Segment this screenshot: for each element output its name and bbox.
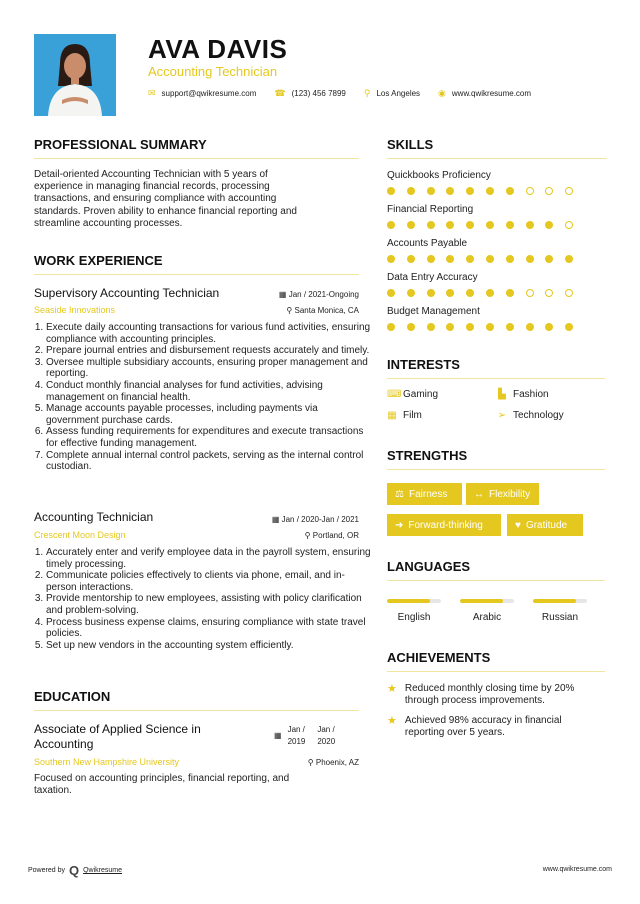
phone-icon: ☎ [274, 88, 286, 98]
work-heading: WORK EXPERIENCE [34, 253, 359, 275]
rating-dot-filled [466, 323, 474, 331]
rating-dot-filled [526, 323, 534, 331]
summary-text: Detail-oriented Accounting Technician with 5 years of experience in managing financial records, processing transactions, and ensuring compliance with accounting standards. Proven ability to enhance financial reporting and streamline accounting processes. [34, 169, 297, 229]
job-title-1: Supervisory Accounting Technician [34, 286, 220, 300]
globe-icon: ◉ [438, 88, 446, 98]
heart-icon: ♥ [515, 519, 521, 531]
rating-dot-filled [427, 187, 435, 195]
arrows-icon: ↔ [474, 488, 484, 500]
language-bar-arabic [460, 599, 514, 603]
list-item: 3. Oversee multiple subsidiary accounts, ensuring proper management and reporting. [46, 357, 372, 380]
rating-dot-empty [565, 221, 573, 229]
contact-email[interactable]: support@qwikresume.com [161, 89, 257, 98]
location-pin-icon: ⚲ [363, 88, 371, 98]
footer-brand-link[interactable]: Qwikresume [83, 867, 122, 874]
list-item: 2. Communicate policies effectively to clients via phone, email, and in-person interactions. [46, 570, 372, 593]
strengths-heading: STRENGTHS [387, 448, 605, 470]
profile-photo [34, 34, 116, 116]
calendar-icon: ▦ [274, 731, 282, 740]
scale-icon: ⚖ [395, 488, 404, 500]
languages-heading: LANGUAGES [387, 559, 605, 581]
rating-dot-filled [446, 323, 454, 331]
language-name-english: English [397, 612, 431, 623]
contact-row [148, 88, 531, 99]
rating-dot-filled [506, 187, 514, 195]
rating-dot-filled [506, 323, 514, 331]
strength-gratitude: ♥ Gratitude [507, 514, 583, 536]
footer-site-link[interactable]: www.qwikresume.com [542, 866, 612, 873]
interests-heading: INTERESTS [387, 357, 605, 379]
language-name-arabic: Arabic [472, 612, 502, 623]
candidate-title: Accounting Technician [148, 64, 278, 79]
rating-dot-filled [506, 255, 514, 263]
rating-dot-filled [466, 221, 474, 229]
list-item: 1. Execute daily accounting transactions for various fund activities, ensuring compliance with accounting principles. [46, 322, 372, 345]
skill-rating [387, 187, 573, 195]
rating-dot-filled [486, 255, 494, 263]
rating-dot-filled [387, 289, 395, 297]
strength-forward-thinking: ➜ Forward-thinking [387, 514, 501, 536]
language-level-fill [387, 599, 430, 603]
list-item: 2. Prepare journal entries and disbursement requests accurately and timely. [46, 345, 372, 357]
rating-dot-filled [446, 289, 454, 297]
rating-dot-filled [526, 255, 534, 263]
language-bar-english [387, 599, 441, 603]
rating-dot-filled [446, 255, 454, 263]
job-company-2: Crescent Moon Design [34, 530, 126, 540]
school-location: ⚲ Phoenix, AZ [307, 758, 359, 767]
rating-dot-filled [407, 221, 415, 229]
list-item: 5. Manage accounts payable processes, including payments via government purchase cards. [46, 403, 372, 426]
achievement-item: ★ Achieved 98% accuracy in financial reporting over 5 years. [387, 715, 562, 739]
rating-dot-filled [506, 221, 514, 229]
job-bullets-1 [34, 322, 372, 473]
gamepad-icon: ⌨ [387, 389, 402, 400]
education-heading: EDUCATION [34, 689, 359, 711]
skill-name: Budget Management [387, 306, 480, 317]
language-name-russian: Russian [541, 612, 579, 623]
job-bullets-2 [34, 547, 372, 651]
rating-dot-empty [565, 187, 573, 195]
rating-dot-filled [565, 255, 573, 263]
rating-dot-filled [387, 323, 395, 331]
summary-heading: PROFESSIONAL SUMMARY [34, 137, 359, 159]
rating-dot-filled [486, 221, 494, 229]
list-item: 6. Assess funding requirements for expenditures and execute transactions for effective funding management. [46, 426, 372, 449]
skill-rating [387, 289, 573, 297]
contact-phone[interactable]: (123) 456 7899 [291, 89, 346, 98]
job-location-1: ⚲ Santa Monica, CA [286, 306, 359, 315]
rating-dot-filled [427, 221, 435, 229]
interest-fashion: ▙ Fashion [498, 389, 549, 400]
job-date-2: ▦ Jan / 2020-Jan / 2021 [271, 515, 359, 524]
star-icon: ★ [387, 683, 397, 695]
skill-name: Quickbooks Proficiency [387, 170, 491, 181]
rating-dot-filled [407, 255, 415, 263]
film-icon: ▦ [387, 410, 397, 421]
rating-dot-filled [545, 255, 553, 263]
paper-plane-icon: ➢ [497, 410, 507, 421]
email-icon: ✉ [148, 88, 156, 98]
job-date-1: ▦ Jan / 2021-Ongoing [278, 290, 359, 299]
list-item: 7. Complete annual internal control packets, serving as the internal control custodian. [46, 450, 372, 473]
rating-dot-filled [506, 289, 514, 297]
language-level-fill [533, 599, 576, 603]
list-item: 3. Provide mentorship to new employees, assisting with policy clarification and problem-solving. [46, 593, 372, 616]
education-desc: Focused on accounting principles, financial reporting, and taxation. [34, 773, 290, 797]
school-name: Southern New Hampshire University [34, 757, 180, 767]
rating-dot-filled [427, 289, 435, 297]
rating-dot-filled [526, 221, 534, 229]
skills-heading: SKILLS [387, 137, 607, 159]
job-company-1: Seaside Innovations [34, 305, 116, 315]
calendar-icon: ▦ [278, 290, 287, 299]
skill-rating [387, 323, 573, 331]
rating-dot-filled [446, 221, 454, 229]
language-bar-russian [533, 599, 587, 603]
list-item: 4. Process business expense claims, ensuring compliance with state travel policies. [46, 617, 372, 640]
skill-rating [387, 221, 573, 229]
pin-icon: ⚲ [307, 758, 314, 767]
rating-dot-filled [387, 187, 395, 195]
rating-dot-empty [526, 289, 534, 297]
calendar-icon: ▦ [271, 515, 280, 524]
rating-dot-empty [526, 187, 534, 195]
rating-dot-empty [565, 289, 573, 297]
achievements-heading: ACHIEVEMENTS [387, 650, 605, 672]
rating-dot-filled [466, 255, 474, 263]
skill-rating [387, 255, 573, 263]
language-level-fill [460, 599, 503, 603]
skill-name: Financial Reporting [387, 204, 474, 215]
rating-dot-filled [565, 323, 573, 331]
degree-title: Associate of Applied Science in Accounting [34, 722, 201, 751]
rating-dot-filled [466, 289, 474, 297]
candidate-name: AVA DAVIS [148, 34, 288, 64]
strength-fairness: ⚖ Fairness [387, 483, 462, 505]
job-location-2: ⚲ Portland, OR [304, 531, 359, 540]
qwikresume-logo-icon: Q [68, 863, 80, 878]
star-icon: ★ [387, 715, 397, 727]
rating-dot-filled [427, 323, 435, 331]
rating-dot-filled [407, 187, 415, 195]
rating-dot-empty [545, 289, 553, 297]
rating-dot-filled [486, 323, 494, 331]
rating-dot-filled [545, 221, 553, 229]
footer-powered: Powered by Q Qwikresume [28, 863, 122, 878]
rating-dot-filled [407, 323, 415, 331]
rating-dot-filled [407, 289, 415, 297]
arrow-right-icon: ➜ [395, 519, 404, 531]
pin-icon: ⚲ [304, 531, 311, 540]
rating-dot-filled [446, 187, 454, 195]
list-item: 1. Accurately enter and verify employee data in the payroll system, ensuring timely processing. [46, 547, 372, 570]
rating-dot-filled [466, 187, 474, 195]
interest-gaming: ⌨ Gaming [387, 389, 439, 400]
rating-dot-filled [486, 289, 494, 297]
skill-name: Data Entry Accuracy [387, 272, 478, 283]
pin-icon: ⚲ [286, 306, 293, 315]
strength-flexibility: ↔ Flexibility [466, 483, 539, 505]
rating-dot-empty [545, 187, 553, 195]
rating-dot-filled [545, 323, 553, 331]
job-title-2: Accounting Technician [34, 510, 154, 524]
interest-film: ▦ Film [387, 410, 422, 421]
achievement-item: ★ Reduced monthly closing time by 20% through process improvements. [387, 683, 575, 707]
contact-location: Los Angeles [376, 89, 421, 98]
education-dates: ▦ Jan / 2019 Jan / 2020 [274, 725, 336, 746]
list-item: 4. Conduct monthly financial analyses for fund activities, advising management on financial health. [46, 380, 372, 403]
shopping-bag-icon: ▙ [498, 389, 506, 400]
skill-name: Accounts Payable [387, 238, 468, 249]
rating-dot-filled [427, 255, 435, 263]
interest-technology: ➢ Technology [497, 410, 564, 421]
list-item: 5. Set up new vendors in the accounting system efficiently. [46, 640, 372, 652]
rating-dot-filled [387, 255, 395, 263]
contact-website[interactable]: www.qwikresume.com [451, 89, 532, 98]
rating-dot-filled [486, 187, 494, 195]
rating-dot-filled [387, 221, 395, 229]
